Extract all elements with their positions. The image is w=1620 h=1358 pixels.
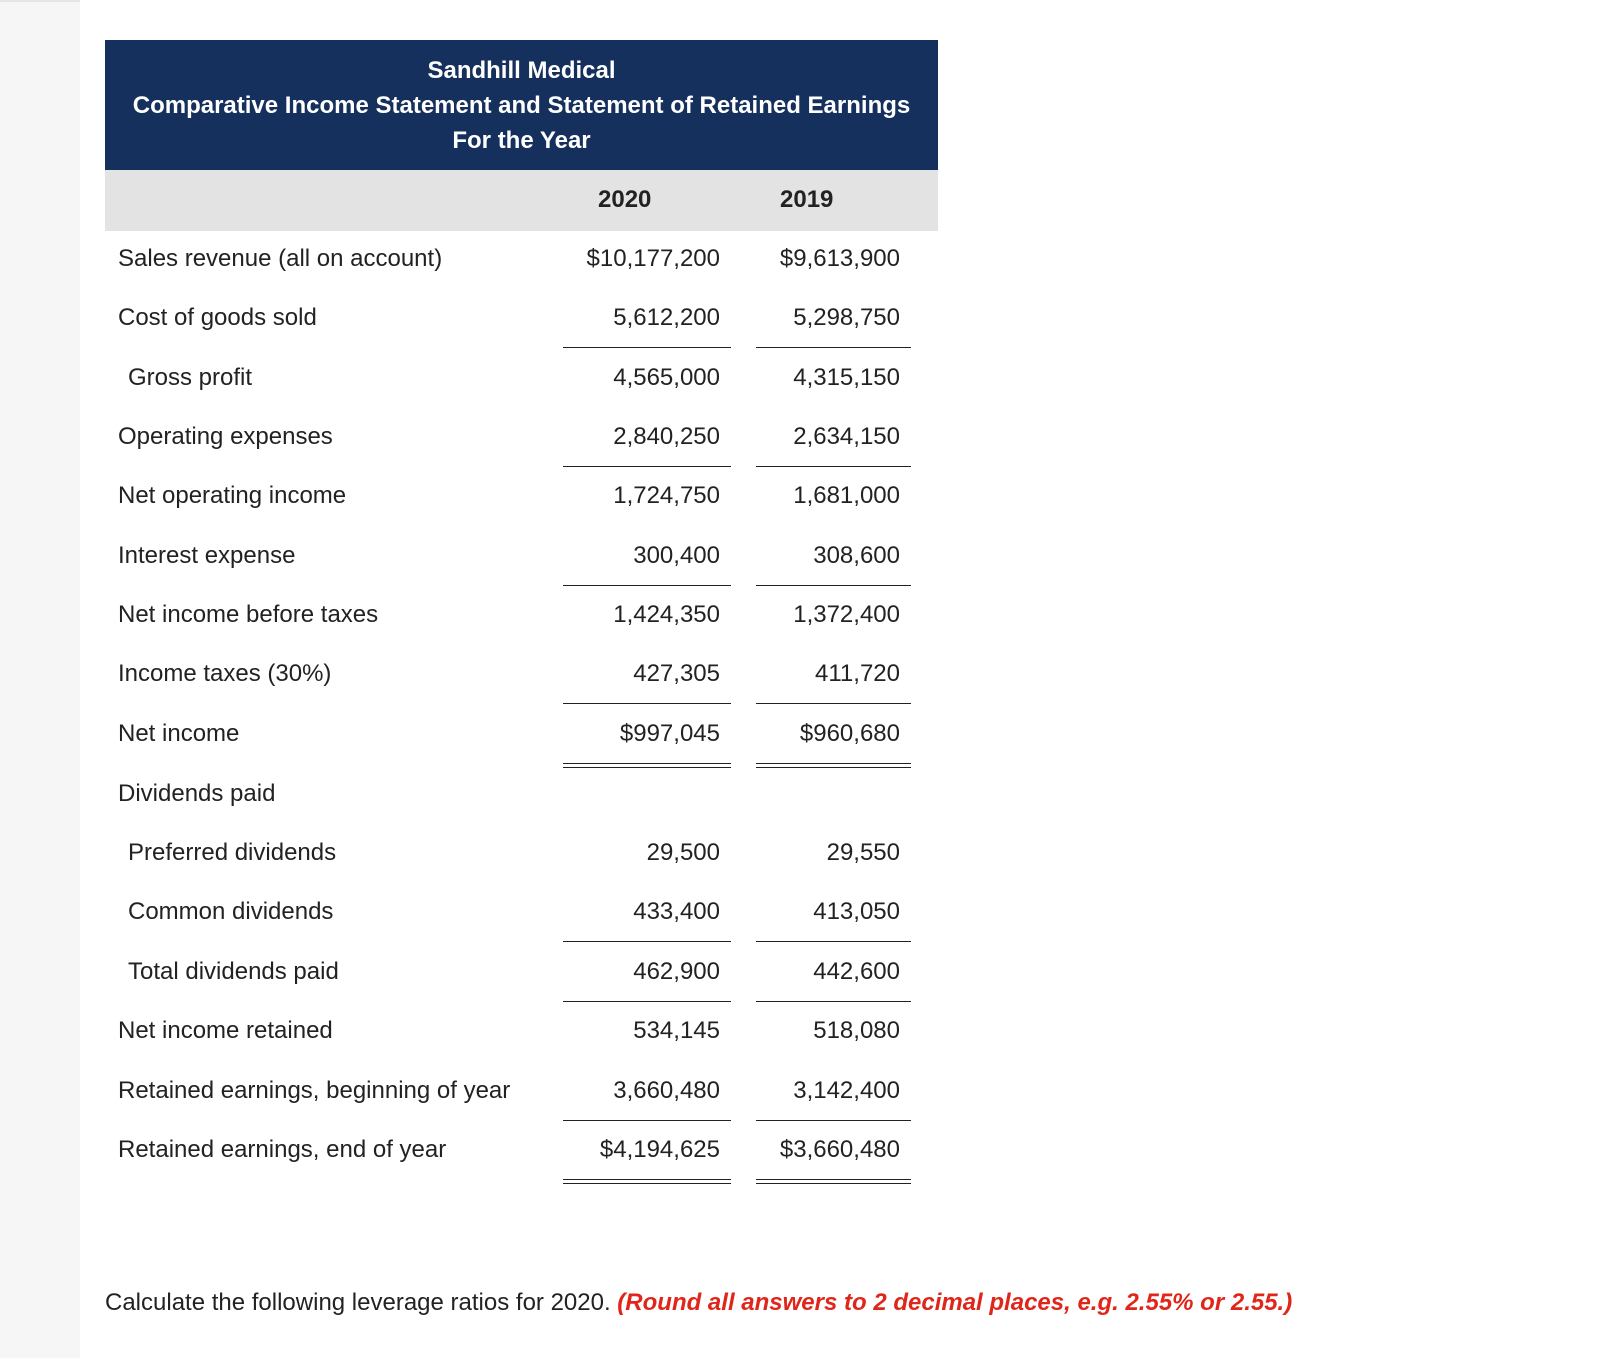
underline <box>756 347 911 348</box>
statement-title: Comparative Income Statement and Statement of Retained Earnings <box>132 91 911 119</box>
row-label: Net income <box>118 720 240 747</box>
row-label: Operating expenses <box>118 423 333 450</box>
underline <box>756 585 911 586</box>
value-2020: 1,724,750 <box>613 482 720 509</box>
value-2019: $960,680 <box>799 720 900 747</box>
value-2019: 413,050 <box>813 898 900 925</box>
table-row <box>105 298 938 338</box>
row-label: Net operating income <box>118 482 347 509</box>
double-underline <box>563 1179 731 1180</box>
financial-statement-table <box>105 40 938 1221</box>
table-row <box>105 952 938 992</box>
value-2019: $3,660,480 <box>779 1136 900 1163</box>
table-row <box>105 358 938 398</box>
column-header-row <box>105 170 938 231</box>
row-label: Retained earnings, beginning of year <box>118 1077 511 1104</box>
value-2020: 3,660,480 <box>613 1077 720 1104</box>
underline <box>756 703 911 704</box>
double-underline <box>563 763 731 764</box>
value-2020: 427,305 <box>633 660 720 687</box>
table-row <box>105 239 938 279</box>
underline <box>563 466 731 467</box>
statement-period: For the Year <box>452 126 591 154</box>
value-2020: $997,045 <box>619 720 720 747</box>
value-2020: 433,400 <box>633 898 720 925</box>
row-label: Preferred dividends <box>128 839 337 866</box>
underline <box>563 1001 731 1002</box>
instruction-main: Calculate the following leverage ratios for 2020. <box>105 1289 618 1316</box>
value-2019: 308,600 <box>813 542 900 569</box>
table-row <box>105 1130 938 1170</box>
table-row <box>105 654 938 694</box>
row-label: Retained earnings, end of year <box>118 1136 447 1163</box>
value-2020: 462,900 <box>633 958 720 985</box>
row-label: Sales revenue (all on account) <box>118 245 443 272</box>
table-row <box>105 536 938 576</box>
column-header-2019: 2019 <box>780 186 834 213</box>
row-label: Interest expense <box>118 542 296 569</box>
table-row <box>105 892 938 932</box>
row-label: Income taxes (30%) <box>118 660 332 687</box>
row-label: Gross profit <box>128 364 253 391</box>
value-2019: 1,372,400 <box>793 601 900 628</box>
table-row <box>105 417 938 457</box>
row-label: Common dividends <box>128 898 334 925</box>
value-2020: 5,612,200 <box>613 304 720 331</box>
value-2020: 2,840,250 <box>613 423 720 450</box>
company-name: Sandhill Medical <box>427 56 616 84</box>
underline <box>756 466 911 467</box>
underline <box>563 703 731 704</box>
instruction-text <box>105 1289 1292 1317</box>
statement-rows <box>105 231 938 1221</box>
row-label: Cost of goods sold <box>118 304 317 331</box>
table-row <box>105 1071 938 1111</box>
statement-header <box>105 40 938 170</box>
row-label: Net income retained <box>118 1017 333 1044</box>
underline <box>563 347 731 348</box>
value-2020: $10,177,200 <box>586 245 720 272</box>
underline <box>756 1001 911 1002</box>
value-2020: 4,565,000 <box>613 364 720 391</box>
value-2020: 1,424,350 <box>613 601 720 628</box>
instruction-rounding-note: (Round all answers to 2 decimal places, e.g. 2.55% or 2.55.) <box>617 1289 1293 1316</box>
table-row <box>105 1011 938 1051</box>
value-2019: 518,080 <box>813 1017 900 1044</box>
table-row <box>105 833 938 873</box>
underline <box>563 585 731 586</box>
table-row <box>105 476 938 516</box>
underline <box>563 1120 731 1121</box>
value-2019: 5,298,750 <box>793 304 900 331</box>
underline <box>756 941 911 942</box>
value-2019: 2,634,150 <box>793 423 900 450</box>
value-2019: 4,315,150 <box>793 364 900 391</box>
value-2019: 29,550 <box>826 839 900 866</box>
table-row <box>105 714 938 754</box>
double-underline <box>756 763 911 764</box>
value-2019: 411,720 <box>815 660 900 687</box>
underline <box>756 1120 911 1121</box>
column-header-2020: 2020 <box>598 186 652 213</box>
value-2019: $9,613,900 <box>779 245 900 272</box>
value-2020: $4,194,625 <box>599 1136 720 1163</box>
value-2020: 534,145 <box>633 1017 720 1044</box>
double-underline <box>756 1179 911 1180</box>
value-2019: 442,600 <box>813 958 900 985</box>
value-2019: 1,681,000 <box>793 482 900 509</box>
table-row <box>105 595 938 635</box>
value-2020: 29,500 <box>646 839 720 866</box>
value-2019: 3,142,400 <box>793 1077 900 1104</box>
content-panel <box>80 0 1620 1358</box>
table-row <box>105 774 938 814</box>
underline <box>563 941 731 942</box>
row-label: Total dividends paid <box>128 958 339 985</box>
row-label: Dividends paid <box>118 780 276 807</box>
row-label: Net income before taxes <box>118 601 379 628</box>
value-2020: 300,400 <box>633 542 720 569</box>
